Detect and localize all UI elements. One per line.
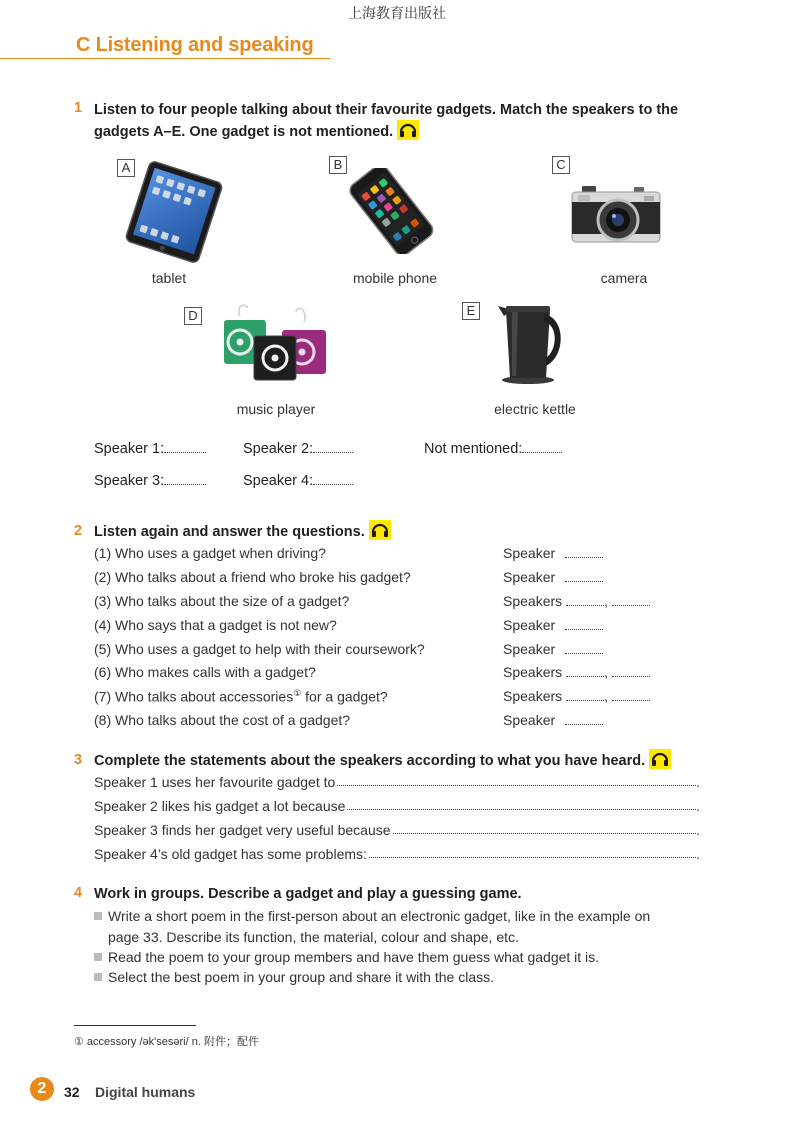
q2-answer-7-blank-b[interactable]: [612, 689, 650, 701]
q2-question-4: (4) Who says that a gadget is not new?: [94, 617, 337, 633]
gadget-a-letter: A: [117, 159, 135, 177]
q2-answer-4: [503, 617, 603, 633]
q2-answer-2: [503, 569, 603, 585]
section-title-rule: [0, 58, 330, 59]
speaker2-blank[interactable]: [313, 441, 353, 453]
tablet-image: [122, 160, 226, 268]
bullet-square-icon: [94, 953, 102, 961]
q3-statement-4-blank[interactable]: [369, 846, 696, 858]
q4-number: 4: [74, 885, 83, 901]
speaker4-answer: [243, 473, 353, 489]
q3-heading: Complete the statements about the speakers according to what you have heard.: [94, 753, 646, 769]
q2-answer-7-label: Speakers: [503, 688, 563, 704]
q2-answer-6-blank-a[interactable]: [566, 665, 604, 677]
q1-heading: [94, 99, 754, 143]
camera-caption: camera: [600, 270, 648, 286]
music-player-image: [218, 302, 334, 390]
q2-question-2: (2) Who talks about a friend who broke his gadget?: [94, 569, 411, 585]
q4-bullet-1: [94, 908, 650, 924]
q2-question-1: (1) Who uses a gadget when driving?: [94, 545, 326, 561]
q4-bullet-3: [94, 969, 494, 985]
q2-answer-7: Speakers ,: [503, 688, 650, 704]
q2-question-7-text: (7) Who talks about accessories: [94, 688, 294, 705]
gadget-c-letter: C: [552, 156, 570, 174]
gadget-b-letter: B: [329, 156, 347, 174]
q3-statement-1-text: Speaker 1 uses her favourite gadget to: [94, 774, 336, 790]
q2-answer-6-label: Speakers: [503, 664, 563, 680]
q4-bullet-1-line2: page 33. Describe its function, the material, colour and shape, etc.: [108, 929, 519, 945]
speaker4-blank[interactable]: [313, 473, 353, 485]
footnote: ① accessory /ək'sesəri/ n. 附件；配件: [74, 1036, 259, 1048]
q2-answer-5-blank[interactable]: [565, 642, 603, 654]
q2-question-3: (3) Who talks about the size of a gadget?: [94, 593, 350, 609]
q2-answer-3-blank-b[interactable]: [612, 594, 650, 606]
q2-answer-3-label: Speakers: [503, 593, 563, 609]
q2-question-8: (8) Who talks about the cost of a gadget?: [94, 712, 351, 728]
q3-statement-4: Speaker 4’s old gadget has some problems: .: [94, 846, 700, 862]
gadget-d-letter: D: [184, 307, 202, 325]
electric-kettle-image: [488, 296, 568, 390]
bullet-square-icon: [94, 973, 102, 981]
headphones-icon[interactable]: [649, 749, 671, 769]
q4-bullet-2-text: Read the poem to your group members and have them guess what gadget it is.: [108, 949, 600, 965]
q2-question-7-tail: for a gadget?: [301, 688, 388, 705]
speaker1-label: Speaker 1:: [94, 441, 165, 457]
q2-answer-4-label: Speaker: [503, 617, 556, 633]
q3-statement-3-text: Speaker 3 finds her gadget very useful because: [94, 822, 391, 838]
q1-heading-line1: Listen to four people talking about their favourite gadgets. Match the speakers to the: [94, 102, 679, 118]
q2-answer-7-blank-a[interactable]: [566, 689, 604, 701]
q4-heading: Work in groups. Describe a gadget and play a guessing game.: [94, 886, 522, 902]
q3-statement-4-text: Speaker 4’s old gadget has some problems:: [94, 846, 367, 862]
footnote-marker: ①: [293, 688, 302, 698]
q3-statement-2-text: Speaker 2 likes his gadget a lot because: [94, 798, 346, 814]
q3-statement-2: Speaker 2 likes his gadget a lot because .: [94, 798, 700, 814]
unit-title: Digital humans: [95, 1084, 196, 1100]
q3-statement-1: Speaker 1 uses her favourite gadget to .: [94, 774, 700, 790]
q2-answer-3: Speakers ,: [503, 593, 650, 609]
gadget-e-letter: E: [462, 302, 480, 320]
not-mentioned-answer: [424, 441, 562, 457]
speaker3-answer: [94, 473, 206, 489]
q1-number: 1: [74, 100, 83, 116]
q3-statement-3: Speaker 3 finds her gadget very useful because .: [94, 822, 700, 838]
speaker4-label: Speaker 4:: [243, 473, 314, 489]
q2-answer-6: Speakers ,: [503, 664, 650, 680]
q2-answer-2-label: Speaker: [503, 569, 556, 585]
tablet-caption: tablet: [151, 270, 187, 286]
q3-number: 3: [74, 752, 83, 768]
camera-image: [570, 184, 662, 252]
section-title: C Listening and speaking: [76, 34, 314, 56]
q2-answer-8: [503, 712, 603, 728]
speaker3-blank[interactable]: [164, 473, 206, 485]
q2-answer-6-blank-b[interactable]: [612, 665, 650, 677]
q2-answer-1-blank[interactable]: [565, 546, 603, 558]
q2-question-7: [94, 688, 388, 705]
q2-question-5: (5) Who uses a gadget to help with their coursework?: [94, 641, 425, 657]
headphones-icon[interactable]: [369, 520, 391, 540]
q1-heading-line2: gadgets A–E. One gadget is not mentioned.: [94, 124, 394, 140]
q2-heading-line: [94, 521, 391, 543]
q2-answer-8-blank[interactable]: [565, 713, 603, 725]
q2-number: 2: [74, 523, 83, 539]
q2-answer-4-blank[interactable]: [565, 618, 603, 630]
headphones-icon[interactable]: [397, 120, 419, 140]
unit-number-badge: 2: [30, 1077, 54, 1101]
q2-question-6: (6) Who makes calls with a gadget?: [94, 664, 316, 680]
q3-heading-line: [94, 750, 671, 772]
q2-answer-5: [503, 641, 603, 657]
speaker1-answer: [94, 441, 206, 457]
speaker2-label: Speaker 2:: [243, 441, 314, 457]
music-player-caption: music player: [236, 401, 316, 417]
q2-answer-2-blank[interactable]: [565, 570, 603, 582]
q3-statement-3-blank[interactable]: [393, 822, 697, 834]
q3-statement-1-blank[interactable]: [337, 774, 696, 786]
speaker3-label: Speaker 3:: [94, 473, 165, 489]
q4-bullet-1-line1: Write a short poem in the first-person about an electronic gadget, like in the example on: [108, 908, 651, 924]
q2-answer-1-label: Speaker: [503, 545, 556, 561]
q4-bullet-3-text: Select the best poem in your group and share it with the class.: [108, 969, 494, 985]
not-mentioned-blank[interactable]: [522, 441, 562, 453]
mobile-phone-caption: mobile phone: [352, 270, 438, 286]
q3-statement-2-blank[interactable]: [347, 798, 696, 810]
publisher-name: 上海教育出版社: [348, 6, 446, 22]
bullet-square-icon: [94, 912, 102, 920]
q2-answer-1: [503, 545, 603, 561]
q2-answer-8-label: Speaker: [503, 712, 556, 728]
footnote-rule: [74, 1025, 196, 1026]
page-number: 32: [64, 1084, 80, 1100]
q4-bullet-2: [94, 949, 599, 965]
q2-answer-3-blank-a[interactable]: [566, 594, 604, 606]
not-mentioned-label: Not mentioned:: [424, 441, 523, 457]
mobile-phone-image: [342, 168, 442, 258]
q2-answer-5-label: Speaker: [503, 641, 556, 657]
q2-heading: Listen again and answer the questions.: [94, 524, 365, 540]
speaker1-blank[interactable]: [164, 441, 206, 453]
speaker2-answer: [243, 441, 353, 457]
electric-kettle-caption: electric kettle: [494, 401, 576, 417]
